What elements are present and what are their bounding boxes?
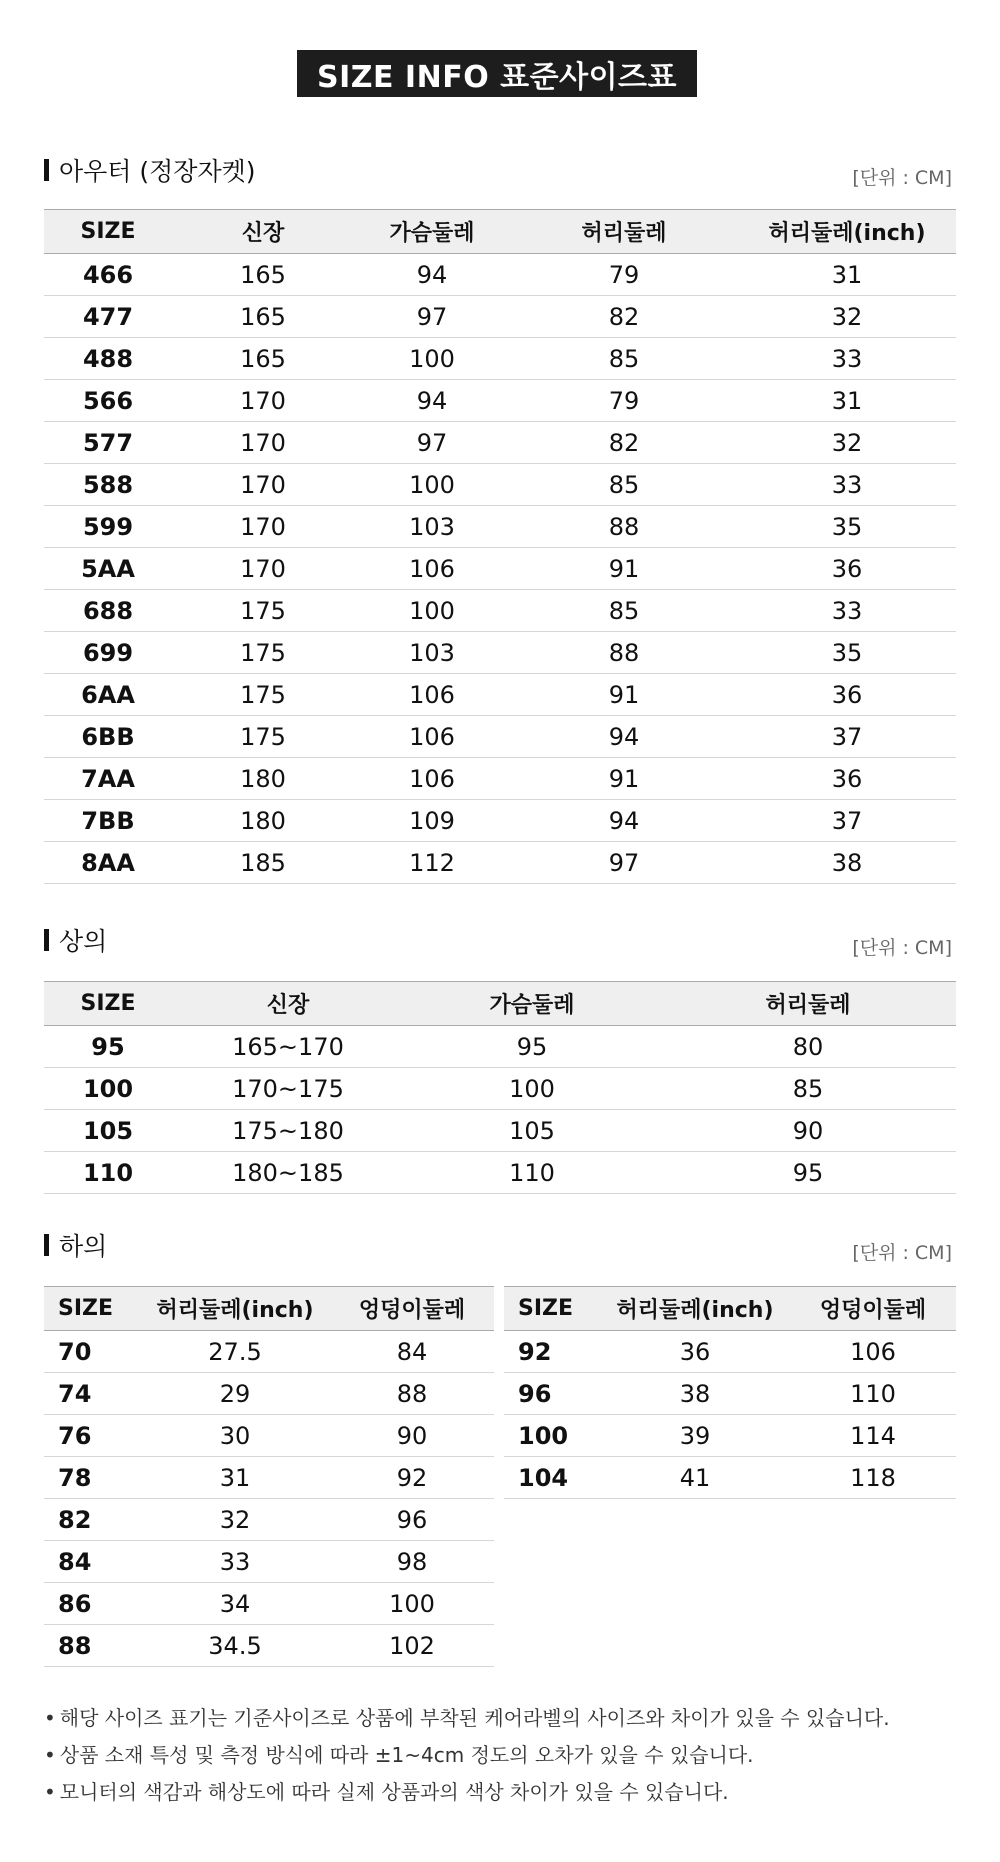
column-header: 허리둘레(inch) xyxy=(738,210,956,254)
table-row xyxy=(44,590,956,632)
table-cell: 79 xyxy=(510,254,738,296)
table-cell: 85 xyxy=(660,1068,956,1110)
table-cell: 180 xyxy=(172,800,354,842)
table-cell: 37 xyxy=(738,800,956,842)
table-cell: 38 xyxy=(600,1373,790,1415)
section-title-top xyxy=(44,922,107,958)
size-cell: 100 xyxy=(504,1415,600,1457)
table-cell: 95 xyxy=(404,1026,660,1068)
outer-size-table xyxy=(44,209,956,884)
size-cell: 466 xyxy=(44,254,172,296)
size-cell: 577 xyxy=(44,422,172,464)
size-cell: 104 xyxy=(504,1457,600,1499)
size-cell: 8AA xyxy=(44,842,172,884)
size-cell: 105 xyxy=(44,1110,172,1152)
column-header: SIZE xyxy=(44,1287,140,1331)
column-header: 엉덩이둘레 xyxy=(330,1287,494,1331)
table-cell: 175 xyxy=(172,632,354,674)
section-title-top-text: 상의 xyxy=(59,927,108,956)
table-cell: 96 xyxy=(330,1499,494,1541)
size-cell: 7AA xyxy=(44,758,172,800)
table-cell: 31 xyxy=(140,1457,330,1499)
table-cell: 185 xyxy=(172,842,354,884)
column-header: SIZE xyxy=(44,982,172,1026)
table-cell: 100 xyxy=(330,1583,494,1625)
table-header-row xyxy=(504,1287,956,1331)
note-text: 모니터의 색감과 해상도에 따라 실제 상품과의 색상 차이가 있을 수 있습니다. xyxy=(59,1780,729,1804)
table-cell: 85 xyxy=(510,338,738,380)
bullet: • xyxy=(44,1743,56,1767)
table-row xyxy=(44,632,956,674)
size-cell: 488 xyxy=(44,338,172,380)
table-row xyxy=(44,1331,494,1373)
size-cell: 70 xyxy=(44,1331,140,1373)
bullet: • xyxy=(44,1706,56,1730)
table-cell: 100 xyxy=(404,1068,660,1110)
table-cell: 30 xyxy=(140,1415,330,1457)
table-cell: 180 xyxy=(172,758,354,800)
table-cell: 33 xyxy=(140,1541,330,1583)
column-header: 허리둘레 xyxy=(660,982,956,1026)
table-cell: 29 xyxy=(140,1373,330,1415)
table-row xyxy=(504,1457,956,1499)
table-cell: 94 xyxy=(354,254,510,296)
section-marker xyxy=(44,929,49,951)
table-cell: 88 xyxy=(330,1373,494,1415)
table-cell: 85 xyxy=(510,464,738,506)
column-header: 허리둘레(inch) xyxy=(600,1287,790,1331)
size-cell: 74 xyxy=(44,1373,140,1415)
size-cell: 588 xyxy=(44,464,172,506)
table-cell: 100 xyxy=(354,590,510,632)
bottom-size-table-left xyxy=(44,1286,494,1667)
table-cell: 31 xyxy=(738,254,956,296)
table-cell: 88 xyxy=(510,632,738,674)
table-cell: 170 xyxy=(172,506,354,548)
table-cell: 103 xyxy=(354,632,510,674)
size-cell: 477 xyxy=(44,296,172,338)
table-row xyxy=(44,758,956,800)
table-cell: 97 xyxy=(354,422,510,464)
table-cell: 32 xyxy=(140,1499,330,1541)
table-cell: 94 xyxy=(510,716,738,758)
size-cell: 688 xyxy=(44,590,172,632)
column-header: 허리둘레(inch) xyxy=(140,1287,330,1331)
table-cell: 118 xyxy=(790,1457,956,1499)
table-cell: 109 xyxy=(354,800,510,842)
table-cell: 165~170 xyxy=(172,1026,404,1068)
table-cell: 37 xyxy=(738,716,956,758)
table-cell: 94 xyxy=(510,800,738,842)
table-cell: 80 xyxy=(660,1026,956,1068)
section-title-outer xyxy=(44,152,256,188)
table-cell: 39 xyxy=(600,1415,790,1457)
table-row xyxy=(44,464,956,506)
bottom-size-table-right xyxy=(504,1286,956,1499)
table-row xyxy=(44,1152,956,1194)
table-header-row xyxy=(44,982,956,1026)
table-cell: 175 xyxy=(172,716,354,758)
size-cell: 82 xyxy=(44,1499,140,1541)
section-title-bottom-text: 하의 xyxy=(59,1232,108,1261)
table-row xyxy=(44,716,956,758)
table-cell: 105 xyxy=(404,1110,660,1152)
table-cell: 91 xyxy=(510,548,738,590)
table-cell: 98 xyxy=(330,1541,494,1583)
size-cell: 84 xyxy=(44,1541,140,1583)
table-row xyxy=(44,1110,956,1152)
table-cell: 34.5 xyxy=(140,1625,330,1667)
notes-list xyxy=(44,1700,890,1811)
table-cell: 32 xyxy=(738,422,956,464)
table-cell: 103 xyxy=(354,506,510,548)
note-item xyxy=(44,1737,890,1774)
table-cell: 106 xyxy=(354,716,510,758)
top-size-table xyxy=(44,981,956,1194)
column-header: 가슴둘레 xyxy=(354,210,510,254)
table-cell: 95 xyxy=(660,1152,956,1194)
size-cell: 699 xyxy=(44,632,172,674)
table-row xyxy=(44,296,956,338)
table-cell: 100 xyxy=(354,464,510,506)
size-cell: 96 xyxy=(504,1373,600,1415)
column-header: 엉덩이둘레 xyxy=(790,1287,956,1331)
table-cell: 110 xyxy=(790,1373,956,1415)
size-cell: 88 xyxy=(44,1625,140,1667)
table-cell: 33 xyxy=(738,338,956,380)
size-cell: 78 xyxy=(44,1457,140,1499)
table-cell: 102 xyxy=(330,1625,494,1667)
table-cell: 97 xyxy=(354,296,510,338)
table-header-row xyxy=(44,210,956,254)
table-cell: 36 xyxy=(738,674,956,716)
column-header: SIZE xyxy=(504,1287,600,1331)
note-item xyxy=(44,1774,890,1811)
table-cell: 27.5 xyxy=(140,1331,330,1373)
table-cell: 165 xyxy=(172,254,354,296)
note-text: 상품 소재 특성 및 측정 방식에 따라 ±1~4cm 정도의 오차가 있을 수 있습니다. xyxy=(59,1743,754,1767)
table-row xyxy=(44,842,956,884)
size-cell: 76 xyxy=(44,1415,140,1457)
table-row xyxy=(504,1415,956,1457)
table-row xyxy=(44,1373,494,1415)
size-cell: 95 xyxy=(44,1026,172,1068)
table-cell: 97 xyxy=(510,842,738,884)
unit-label-top: [단위 : CM] xyxy=(852,937,952,959)
table-cell: 41 xyxy=(600,1457,790,1499)
table-cell: 91 xyxy=(510,758,738,800)
table-row xyxy=(44,1625,494,1667)
table-row xyxy=(44,1068,956,1110)
section-title-bottom xyxy=(44,1227,107,1263)
table-cell: 34 xyxy=(140,1583,330,1625)
table-cell: 33 xyxy=(738,464,956,506)
column-header: 신장 xyxy=(172,210,354,254)
note-item xyxy=(44,1700,890,1737)
table-row xyxy=(44,338,956,380)
table-cell: 82 xyxy=(510,422,738,464)
table-cell: 84 xyxy=(330,1331,494,1373)
table-row xyxy=(44,1499,494,1541)
column-header: 가슴둘레 xyxy=(404,982,660,1026)
table-row xyxy=(504,1331,956,1373)
size-cell: 110 xyxy=(44,1152,172,1194)
table-row xyxy=(44,548,956,590)
table-cell: 91 xyxy=(510,674,738,716)
table-cell: 170~175 xyxy=(172,1068,404,1110)
table-cell: 165 xyxy=(172,296,354,338)
unit-label-bottom: [단위 : CM] xyxy=(852,1242,952,1264)
table-cell: 85 xyxy=(510,590,738,632)
size-cell: 100 xyxy=(44,1068,172,1110)
table-cell: 175 xyxy=(172,590,354,632)
table-row xyxy=(44,1583,494,1625)
table-cell: 106 xyxy=(790,1331,956,1373)
table-cell: 32 xyxy=(738,296,956,338)
table-row xyxy=(44,506,956,548)
section-title-outer-text: 아우터 (정장자켓) xyxy=(59,157,256,186)
table-row xyxy=(44,422,956,464)
section-marker xyxy=(44,159,49,181)
table-cell: 110 xyxy=(404,1152,660,1194)
table-cell: 90 xyxy=(660,1110,956,1152)
table-cell: 106 xyxy=(354,548,510,590)
unit-label-outer: [단위 : CM] xyxy=(852,167,952,189)
table-cell: 88 xyxy=(510,506,738,548)
table-cell: 175 xyxy=(172,674,354,716)
table-cell: 180~185 xyxy=(172,1152,404,1194)
size-cell: 6AA xyxy=(44,674,172,716)
table-cell: 79 xyxy=(510,380,738,422)
size-cell: 566 xyxy=(44,380,172,422)
table-cell: 170 xyxy=(172,464,354,506)
table-row xyxy=(44,1026,956,1068)
table-cell: 94 xyxy=(354,380,510,422)
section-marker xyxy=(44,1234,49,1256)
column-header: 허리둘레 xyxy=(510,210,738,254)
table-cell: 112 xyxy=(354,842,510,884)
table-row xyxy=(44,1415,494,1457)
table-cell: 175~180 xyxy=(172,1110,404,1152)
table-cell: 106 xyxy=(354,674,510,716)
table-cell: 35 xyxy=(738,632,956,674)
table-cell: 170 xyxy=(172,548,354,590)
table-cell: 82 xyxy=(510,296,738,338)
table-cell: 170 xyxy=(172,380,354,422)
table-row xyxy=(44,380,956,422)
table-cell: 36 xyxy=(600,1331,790,1373)
table-row xyxy=(504,1373,956,1415)
table-cell: 92 xyxy=(330,1457,494,1499)
note-text: 해당 사이즈 표기는 기준사이즈로 상품에 부착된 케어라벨의 사이즈와 차이가 있을 수 있습니다. xyxy=(59,1706,890,1730)
table-cell: 36 xyxy=(738,548,956,590)
table-row xyxy=(44,1541,494,1583)
size-cell: 86 xyxy=(44,1583,140,1625)
table-row xyxy=(44,1457,494,1499)
column-header: SIZE xyxy=(44,210,172,254)
table-cell: 35 xyxy=(738,506,956,548)
size-cell: 7BB xyxy=(44,800,172,842)
size-cell: 5AA xyxy=(44,548,172,590)
table-cell: 36 xyxy=(738,758,956,800)
bullet: • xyxy=(44,1780,56,1804)
table-row xyxy=(44,674,956,716)
table-cell: 100 xyxy=(354,338,510,380)
page-title-banner: SIZE INFO 표준사이즈표 xyxy=(297,50,697,97)
table-cell: 38 xyxy=(738,842,956,884)
size-cell: 92 xyxy=(504,1331,600,1373)
table-cell: 106 xyxy=(354,758,510,800)
table-cell: 170 xyxy=(172,422,354,464)
size-cell: 599 xyxy=(44,506,172,548)
table-cell: 114 xyxy=(790,1415,956,1457)
column-header: 신장 xyxy=(172,982,404,1026)
table-row xyxy=(44,254,956,296)
table-cell: 165 xyxy=(172,338,354,380)
size-cell: 6BB xyxy=(44,716,172,758)
table-cell: 33 xyxy=(738,590,956,632)
table-header-row xyxy=(44,1287,494,1331)
table-cell: 90 xyxy=(330,1415,494,1457)
table-row xyxy=(44,800,956,842)
table-cell: 31 xyxy=(738,380,956,422)
